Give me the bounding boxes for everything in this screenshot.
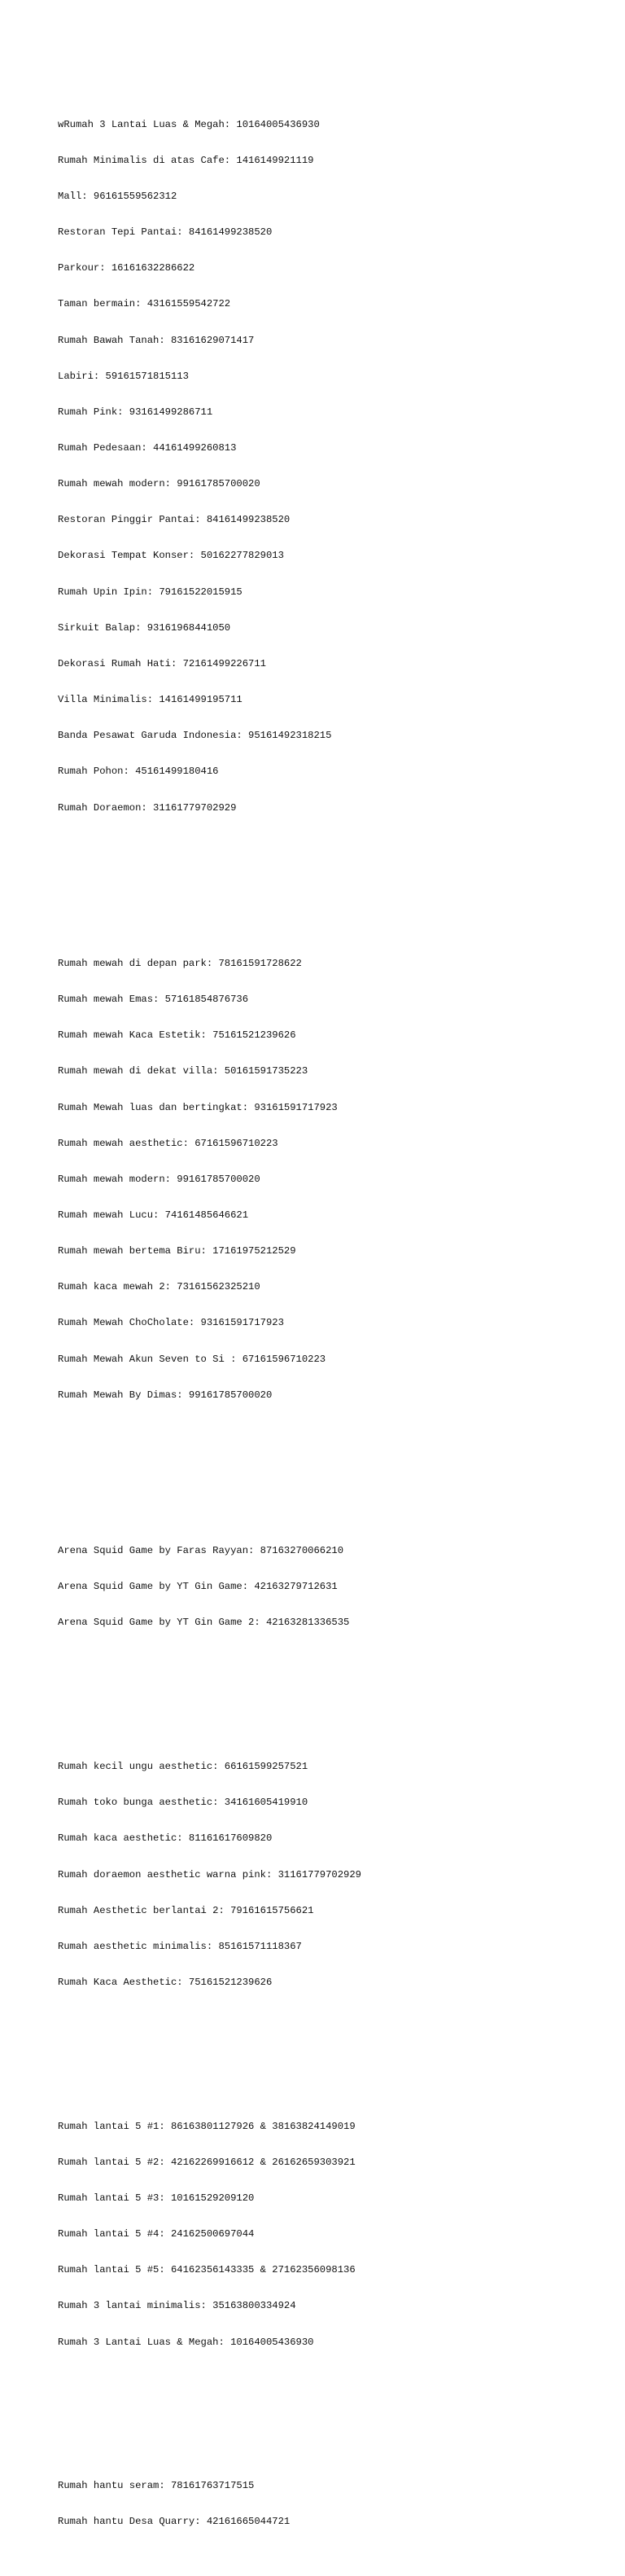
list-item: Rumah 3 Lantai Luas & Megah: 10164005436930 xyxy=(58,2336,314,2348)
list-item: Rumah Pink: 93161499286711 xyxy=(58,406,213,418)
list-item: Rumah Mewah By Dimas: 99161785700020 xyxy=(58,1389,273,1401)
list-item: Rumah aesthetic minimalis: 85161571118367 xyxy=(58,1940,302,1952)
list-item: Rumah Aesthetic berlantai 2: 79161615756621 xyxy=(58,1904,314,1916)
list-item: Dekorasi Rumah Hati: 72161499226711 xyxy=(58,657,266,669)
list-item: Arena Squid Game by Faras Rayyan: 87163270066210 xyxy=(58,1545,344,1557)
list-item: Rumah mewah Emas: 57161854876736 xyxy=(58,994,249,1006)
list-item: Rumah Doraemon: 31161779702929 xyxy=(58,801,237,814)
list-item: Rumah kaca mewah 2: 73161562325210 xyxy=(58,1281,260,1293)
list-item: Rumah toko bunga aesthetic: 34161605419910 xyxy=(58,1797,308,1809)
list-item: Rumah doraemon aesthetic warna pink: 31161779702929 xyxy=(58,1868,361,1880)
list-item: Rumah hantu Desa Quarry: 42161665044721 xyxy=(58,2516,291,2528)
section-spacer xyxy=(58,2408,609,2420)
list-item: Labiri: 59161571815113 xyxy=(58,370,189,382)
list-item: Rumah Pedesaan: 44161499260813 xyxy=(58,442,237,454)
section-spacer xyxy=(58,2048,609,2060)
list-item: Rumah mewah modern: 99161785700020 xyxy=(58,478,260,490)
list-item: Rumah 3 lantai minimalis: 35163800334924 xyxy=(58,2300,296,2312)
list-item: Rumah Bawah Tanah: 83161629071417 xyxy=(58,334,255,346)
list-item: Rumah kecil ungu aesthetic: 66161599257521 xyxy=(58,1761,308,1773)
list-item: Rumah Mewah Akun Seven to Si : 67161596710223 xyxy=(58,1353,326,1365)
document-page xyxy=(58,59,609,2576)
list-item: Rumah Pohon: 45161499180416 xyxy=(58,766,219,778)
list-item: Rumah mewah aesthetic: 67161596710223 xyxy=(58,1137,278,1149)
list-item: Dekorasi Tempat Konser: 50162277829013 xyxy=(58,550,284,562)
section-spacer xyxy=(58,874,609,897)
list-item: Rumah lantai 5 #1: 86163801127926 & 38163824149019 xyxy=(58,2120,356,2132)
list-item: Rumah hantu seram: 78161763717515 xyxy=(58,2480,255,2492)
group-multi-floor-houses xyxy=(58,2096,609,2372)
list-item: Taman bermain: 43161559542722 xyxy=(58,298,231,310)
list-item: Mall: 96161559562312 xyxy=(58,190,177,202)
list-item: Rumah lantai 5 #5: 64162356143335 & 27162356098136 xyxy=(58,2264,356,2276)
list-item: Rumah mewah di dekat villa: 50161591735223 xyxy=(58,1065,308,1077)
section-spacer xyxy=(58,1689,609,1701)
list-item: Rumah mewah di depan park: 78161591728622 xyxy=(58,957,302,969)
list-item: Rumah mewah modern: 99161785700020 xyxy=(58,1173,260,1185)
list-item: Sirkuit Balap: 93161968441050 xyxy=(58,621,231,634)
list-item: Rumah Minimalis di atas Cafe: 1416149921119 xyxy=(58,154,314,166)
list-item: Rumah kaca aesthetic: 81161617609820 xyxy=(58,1832,273,1845)
group-squid-game-arenas xyxy=(58,1521,609,1653)
list-item: Parkour: 16161632286622 xyxy=(58,262,195,274)
list-item: wRumah 3 Lantai Luas & Megah: 10164005436930 xyxy=(58,118,320,130)
list-item: Rumah lantai 5 #2: 42162269916612 & 26162659303921 xyxy=(58,2156,356,2168)
group-general-builds xyxy=(58,94,609,838)
group-luxury-houses xyxy=(58,933,609,1424)
list-item: Restoran Tepi Pantai: 84161499238520 xyxy=(58,226,273,239)
list-item: Rumah lantai 5 #4: 24162500697044 xyxy=(58,2228,255,2240)
list-item: Restoran Pinggir Pantai: 84161499238520 xyxy=(58,514,291,526)
list-item: Rumah Upin Ipin: 79161522015915 xyxy=(58,586,243,598)
list-item: Rumah mewah Kaca Estetik: 75161521239626 xyxy=(58,1029,296,1042)
list-item: Arena Squid Game by YT Gin Game 2: 42163281336535 xyxy=(58,1617,350,1629)
list-item: Banda Pesawat Garuda Indonesia: 95161492318215 xyxy=(58,730,332,742)
group-haunted-houses xyxy=(58,2456,609,2552)
list-item: Rumah mewah Lucu: 74161485646621 xyxy=(58,1209,249,1221)
group-aesthetic-houses xyxy=(58,1737,609,2013)
list-item: Rumah Mewah luas dan bertingkat: 93161591717923 xyxy=(58,1101,338,1113)
list-item: Villa Minimalis: 14161499195711 xyxy=(58,694,243,706)
list-item: Rumah Kaca Aesthetic: 75161521239626 xyxy=(58,1977,273,1988)
section-spacer xyxy=(58,1461,609,1485)
list-item: Arena Squid Game by YT Gin Game: 42163279712631 xyxy=(58,1581,338,1593)
list-item: Rumah Mewah ChoCholate: 93161591717923 xyxy=(58,1317,284,1329)
list-item: Rumah mewah bertema Biru: 17161975212529 xyxy=(58,1245,296,1257)
list-item: Rumah lantai 5 #3: 10161529209120 xyxy=(58,2192,255,2204)
